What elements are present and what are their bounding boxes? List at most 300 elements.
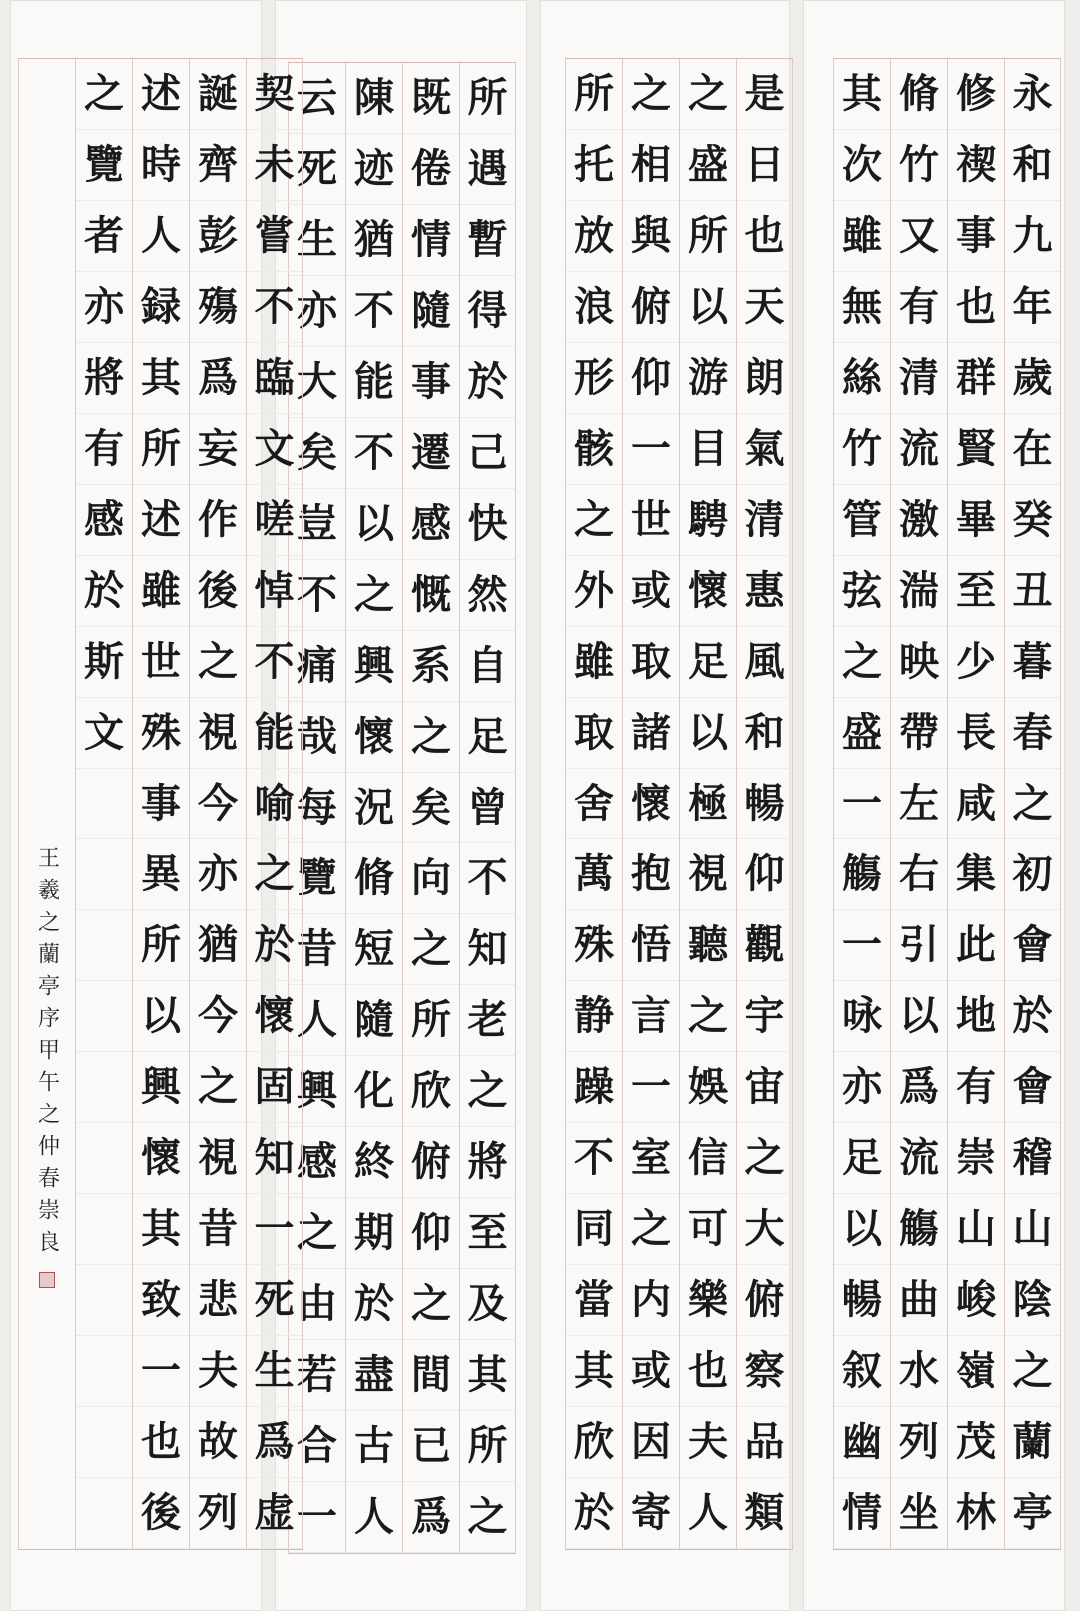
character-cell: 於 (346, 1269, 402, 1340)
character-cell: 激 (891, 485, 947, 556)
character-cell: 仰 (737, 839, 792, 910)
character-cell: 足 (680, 627, 736, 698)
character-cell: 曲 (891, 1265, 947, 1336)
character-cell: 仰 (403, 1198, 459, 1269)
character-cell: 骸 (566, 414, 622, 485)
character-cell: 嗟 (247, 485, 302, 556)
character-cell: 不 (460, 843, 515, 914)
character-cell: 室 (623, 1123, 679, 1194)
character-cell: 脩 (891, 59, 947, 130)
character-cell: 一 (623, 414, 679, 485)
character-cell: 殊 (133, 698, 189, 769)
character-cell: 之 (403, 1269, 459, 1340)
character-cell (76, 1336, 132, 1407)
character-cell: 已 (403, 1411, 459, 1482)
character-cell: 流 (891, 1123, 947, 1194)
character-cell: 於 (460, 347, 515, 418)
character-cell: 娛 (680, 1052, 736, 1123)
character-cell: 或 (623, 556, 679, 627)
character-cell: 故 (190, 1407, 246, 1478)
character-cell: 由 (289, 1269, 345, 1340)
character-cell: 於 (247, 910, 302, 981)
character-cell: 茂 (948, 1407, 1004, 1478)
character-cell: 雖 (566, 627, 622, 698)
character-cell: 録 (133, 272, 189, 343)
character-cell: 咏 (834, 981, 890, 1052)
character-cell: 也 (737, 201, 792, 272)
character-cell: 山 (1005, 1194, 1060, 1265)
character-cell: 清 (891, 343, 947, 414)
character-cell: 所 (460, 1411, 515, 1482)
character-cell: 弦 (834, 556, 890, 627)
character-cell: 亦 (834, 1052, 890, 1123)
character-cell: 固 (247, 1052, 302, 1123)
character-cell: 夫 (680, 1407, 736, 1478)
character-cell: 氣 (737, 414, 792, 485)
character-cell: 既 (403, 63, 459, 134)
character-cell: 悲 (190, 1265, 246, 1336)
character-cell: 永 (1005, 59, 1060, 130)
character-cell: 誕 (190, 59, 246, 130)
character-cell: 癸 (1005, 485, 1060, 556)
character-cell: 列 (190, 1478, 246, 1549)
character-cell: 爲 (190, 343, 246, 414)
character-cell: 向 (403, 843, 459, 914)
character-cell: 之 (834, 627, 890, 698)
character-cell: 浪 (566, 272, 622, 343)
character-cell: 林 (948, 1478, 1004, 1549)
character-cell: 爲 (891, 1052, 947, 1123)
character-cell: 嶺 (948, 1336, 1004, 1407)
character-cell: 事 (403, 347, 459, 418)
character-cell: 視 (190, 698, 246, 769)
character-cell: 不 (346, 276, 402, 347)
character-cell: 遇 (460, 134, 515, 205)
character-cell: 群 (948, 343, 1004, 414)
character-cell: 將 (76, 343, 132, 414)
character-cell: 可 (680, 1194, 736, 1265)
character-cell: 於 (76, 556, 132, 627)
character-cell: 於 (566, 1478, 622, 1549)
character-cell: 集 (948, 839, 1004, 910)
character-cell: 系 (403, 631, 459, 702)
character-cell: 短 (346, 914, 402, 985)
character-cell: 内 (623, 1265, 679, 1336)
character-cell: 懷 (346, 702, 402, 773)
character-cell: 隨 (403, 276, 459, 347)
character-cell: 是 (737, 59, 792, 130)
character-cell: 昔 (190, 1194, 246, 1265)
character-cell: 每 (289, 773, 345, 844)
character-cell: 極 (680, 769, 736, 840)
character-cell: 暮 (1005, 627, 1060, 698)
character-cell: 得 (460, 276, 515, 347)
character-cell: 痛 (289, 631, 345, 702)
text-column (1004, 59, 1061, 1549)
character-cell: 之 (623, 59, 679, 130)
character-cell: 修 (948, 59, 1004, 130)
character-cell: 以 (680, 272, 736, 343)
character-cell: 己 (460, 418, 515, 489)
character-cell: 迹 (346, 134, 402, 205)
character-cell: 咸 (948, 769, 1004, 840)
character-cell: 不 (289, 560, 345, 631)
character-cell: 觴 (891, 1194, 947, 1265)
signature-text: 王羲之蘭亭序甲午之仲春崇良 (34, 846, 60, 1262)
character-cell (76, 1478, 132, 1549)
character-cell: 峻 (948, 1265, 1004, 1336)
character-cell: 映 (891, 627, 947, 698)
character-cell: 天 (737, 272, 792, 343)
character-cell: 和 (1005, 130, 1060, 201)
character-cell: 矣 (289, 418, 345, 489)
character-cell: 致 (133, 1265, 189, 1336)
character-cell: 朗 (737, 343, 792, 414)
character-cell: 地 (948, 981, 1004, 1052)
character-cell: 知 (460, 914, 515, 985)
character-cell: 終 (346, 1127, 402, 1198)
character-cell: 竹 (891, 130, 947, 201)
character-cell: 畢 (948, 485, 1004, 556)
calligraphy-grid-panel-1 (833, 58, 1061, 1550)
character-cell: 舍 (566, 769, 622, 840)
character-cell: 之 (346, 560, 402, 631)
character-cell: 蘭 (1005, 1407, 1060, 1478)
character-cell: 陳 (346, 63, 402, 134)
signature-column (18, 59, 75, 1549)
character-cell (76, 839, 132, 910)
character-cell: 至 (948, 556, 1004, 627)
character-cell: 暢 (834, 1265, 890, 1336)
character-cell: 云 (289, 63, 345, 134)
character-cell: 宙 (737, 1052, 792, 1123)
character-cell: 興 (289, 1056, 345, 1127)
character-cell: 爲 (247, 1407, 302, 1478)
character-cell: 以 (346, 489, 402, 560)
character-cell: 右 (891, 839, 947, 910)
character-cell: 山 (948, 1194, 1004, 1265)
character-cell: 亦 (289, 276, 345, 347)
character-cell: 以 (891, 981, 947, 1052)
character-cell: 托 (566, 130, 622, 201)
character-cell: 之 (403, 914, 459, 985)
character-cell: 其 (133, 343, 189, 414)
character-cell: 又 (891, 201, 947, 272)
character-cell: 信 (680, 1123, 736, 1194)
character-cell: 倦 (403, 134, 459, 205)
character-cell: 妄 (190, 414, 246, 485)
character-cell: 絲 (834, 343, 890, 414)
character-cell: 或 (623, 1336, 679, 1407)
character-cell: 至 (460, 1198, 515, 1269)
character-cell: 懷 (133, 1123, 189, 1194)
character-cell: 感 (76, 485, 132, 556)
character-cell: 者 (76, 201, 132, 272)
character-cell: 齊 (190, 130, 246, 201)
character-cell: 述 (133, 485, 189, 556)
character-cell: 大 (737, 1194, 792, 1265)
character-cell: 所 (133, 414, 189, 485)
character-cell: 管 (834, 485, 890, 556)
text-column (345, 63, 402, 1553)
character-cell: 異 (133, 839, 189, 910)
character-cell: 快 (460, 489, 515, 560)
character-cell: 之 (190, 1052, 246, 1123)
character-cell: 人 (133, 201, 189, 272)
character-cell: 所 (133, 910, 189, 981)
character-cell: 不 (346, 418, 402, 489)
character-cell: 和 (737, 698, 792, 769)
character-cell: 相 (623, 130, 679, 201)
character-cell: 其 (566, 1336, 622, 1407)
character-cell: 湍 (891, 556, 947, 627)
character-cell: 有 (948, 1052, 1004, 1123)
character-cell: 悼 (247, 556, 302, 627)
text-column (947, 59, 1004, 1549)
character-cell: 人 (680, 1478, 736, 1549)
character-cell: 大 (289, 347, 345, 418)
character-cell: 盛 (680, 130, 736, 201)
character-cell: 不 (247, 627, 302, 698)
character-cell: 其 (133, 1194, 189, 1265)
character-cell: 流 (891, 414, 947, 485)
character-cell: 情 (834, 1478, 890, 1549)
character-cell: 盡 (346, 1340, 402, 1411)
character-cell: 之 (566, 485, 622, 556)
character-cell: 脩 (346, 843, 402, 914)
character-cell: 一 (623, 1052, 679, 1123)
character-cell: 人 (289, 985, 345, 1056)
calligraphy-grid-panel-2 (565, 58, 793, 1550)
character-cell (76, 1265, 132, 1336)
character-cell: 然 (460, 560, 515, 631)
character-cell: 當 (566, 1265, 622, 1336)
character-cell: 興 (133, 1052, 189, 1123)
character-cell: 坐 (891, 1478, 947, 1549)
character-cell (76, 1194, 132, 1265)
character-cell: 引 (891, 910, 947, 981)
character-cell: 一 (834, 910, 890, 981)
character-cell: 感 (289, 1127, 345, 1198)
character-cell: 取 (623, 627, 679, 698)
character-cell: 也 (133, 1407, 189, 1478)
character-cell: 爲 (403, 1482, 459, 1553)
character-cell: 稽 (1005, 1123, 1060, 1194)
character-cell: 臨 (247, 343, 302, 414)
character-cell: 以 (133, 981, 189, 1052)
character-cell: 同 (566, 1194, 622, 1265)
character-cell: 述 (133, 59, 189, 130)
character-cell: 覽 (289, 843, 345, 914)
text-column (246, 59, 303, 1549)
character-cell: 興 (346, 631, 402, 702)
character-cell: 會 (1005, 910, 1060, 981)
character-cell: 列 (891, 1407, 947, 1478)
character-cell: 之 (460, 1482, 515, 1553)
character-cell: 況 (346, 773, 402, 844)
character-cell: 事 (948, 201, 1004, 272)
character-cell: 亭 (1005, 1478, 1060, 1549)
character-cell: 於 (1005, 981, 1060, 1052)
character-cell: 死 (247, 1265, 302, 1336)
character-cell: 類 (737, 1478, 792, 1549)
text-column (132, 59, 189, 1549)
character-cell: 其 (460, 1340, 515, 1411)
character-cell: 矣 (403, 773, 459, 844)
character-cell: 之 (247, 839, 302, 910)
character-cell: 也 (948, 272, 1004, 343)
character-cell: 悟 (623, 910, 679, 981)
character-cell: 暢 (737, 769, 792, 840)
character-cell: 夫 (190, 1336, 246, 1407)
character-cell: 所 (460, 63, 515, 134)
character-cell: 若 (289, 1340, 345, 1411)
character-cell: 不 (247, 272, 302, 343)
character-cell: 叙 (834, 1336, 890, 1407)
character-cell: 丑 (1005, 556, 1060, 627)
character-cell: 猶 (190, 910, 246, 981)
character-cell: 日 (737, 130, 792, 201)
character-cell: 視 (680, 839, 736, 910)
character-cell: 帶 (891, 698, 947, 769)
character-cell: 期 (346, 1198, 402, 1269)
character-cell: 能 (346, 347, 402, 418)
text-column (402, 63, 459, 1553)
character-cell: 之 (76, 59, 132, 130)
character-cell: 時 (133, 130, 189, 201)
character-cell: 死 (289, 134, 345, 205)
character-cell: 以 (834, 1194, 890, 1265)
character-cell: 不 (566, 1123, 622, 1194)
text-column (736, 59, 793, 1549)
character-cell: 覽 (76, 130, 132, 201)
character-cell: 之 (680, 59, 736, 130)
character-cell: 今 (190, 769, 246, 840)
character-cell: 歲 (1005, 343, 1060, 414)
character-cell: 盛 (834, 698, 890, 769)
character-cell: 未 (247, 130, 302, 201)
character-cell: 後 (190, 556, 246, 627)
character-cell: 樂 (680, 1265, 736, 1336)
character-cell: 春 (1005, 698, 1060, 769)
character-cell: 暫 (460, 205, 515, 276)
text-column (189, 59, 246, 1549)
character-cell: 文 (76, 698, 132, 769)
character-cell: 亦 (76, 272, 132, 343)
character-cell: 情 (403, 205, 459, 276)
character-cell: 之 (680, 981, 736, 1052)
character-cell: 虚 (247, 1478, 302, 1549)
character-cell: 躁 (566, 1052, 622, 1123)
character-cell: 之 (403, 702, 459, 773)
character-cell: 之 (623, 1194, 679, 1265)
character-cell: 之 (737, 1123, 792, 1194)
text-column (459, 63, 516, 1553)
character-cell: 品 (737, 1407, 792, 1478)
character-cell: 及 (460, 1269, 515, 1340)
character-cell: 亦 (190, 839, 246, 910)
character-cell: 曾 (460, 773, 515, 844)
character-cell: 雖 (133, 556, 189, 627)
character-cell: 事 (133, 769, 189, 840)
character-cell: 自 (460, 631, 515, 702)
character-cell: 風 (737, 627, 792, 698)
character-cell: 以 (680, 698, 736, 769)
text-column (622, 59, 679, 1549)
character-cell (76, 1052, 132, 1123)
character-cell: 視 (190, 1123, 246, 1194)
character-cell: 察 (737, 1336, 792, 1407)
character-cell: 作 (190, 485, 246, 556)
character-cell: 喻 (247, 769, 302, 840)
character-cell: 竹 (834, 414, 890, 485)
character-cell: 俯 (403, 1127, 459, 1198)
character-cell: 騁 (680, 485, 736, 556)
character-cell: 一 (834, 769, 890, 840)
text-column (75, 59, 132, 1549)
character-cell: 所 (403, 985, 459, 1056)
character-cell: 惠 (737, 556, 792, 627)
character-cell: 年 (1005, 272, 1060, 343)
character-cell: 一 (133, 1336, 189, 1407)
character-cell: 老 (460, 985, 515, 1056)
character-cell: 將 (460, 1127, 515, 1198)
character-cell: 感 (403, 489, 459, 560)
character-cell: 懷 (680, 556, 736, 627)
character-cell: 禊 (948, 130, 1004, 201)
character-cell: 左 (891, 769, 947, 840)
character-cell: 形 (566, 343, 622, 414)
character-cell: 彭 (190, 201, 246, 272)
character-cell: 寄 (623, 1478, 679, 1549)
character-cell: 長 (948, 698, 1004, 769)
character-cell: 合 (289, 1411, 345, 1482)
character-cell: 人 (346, 1482, 402, 1553)
character-cell (76, 1123, 132, 1194)
character-cell: 之 (1005, 1336, 1060, 1407)
character-cell: 生 (247, 1336, 302, 1407)
calligraphy-grid-panel-3 (288, 62, 516, 1554)
character-cell: 抱 (623, 839, 679, 910)
text-column (679, 59, 736, 1549)
character-cell: 外 (566, 556, 622, 627)
character-cell: 世 (623, 485, 679, 556)
character-cell: 在 (1005, 414, 1060, 485)
character-cell: 隨 (346, 985, 402, 1056)
character-cell: 猶 (346, 205, 402, 276)
character-cell: 静 (566, 981, 622, 1052)
character-cell: 會 (1005, 1052, 1060, 1123)
character-cell: 水 (891, 1336, 947, 1407)
character-cell: 之 (289, 1198, 345, 1269)
character-cell: 有 (891, 272, 947, 343)
text-column (565, 59, 622, 1549)
character-cell (76, 981, 132, 1052)
character-cell: 之 (1005, 769, 1060, 840)
character-cell: 也 (680, 1336, 736, 1407)
character-cell: 言 (623, 981, 679, 1052)
character-cell: 次 (834, 130, 890, 201)
character-cell: 陰 (1005, 1265, 1060, 1336)
character-cell: 放 (566, 201, 622, 272)
character-cell: 聽 (680, 910, 736, 981)
character-cell: 萬 (566, 839, 622, 910)
calligraphy-grid-panel-4 (18, 58, 303, 1550)
character-cell: 豈 (289, 489, 345, 560)
character-cell: 取 (566, 698, 622, 769)
text-column (890, 59, 947, 1549)
character-cell: 欣 (566, 1407, 622, 1478)
